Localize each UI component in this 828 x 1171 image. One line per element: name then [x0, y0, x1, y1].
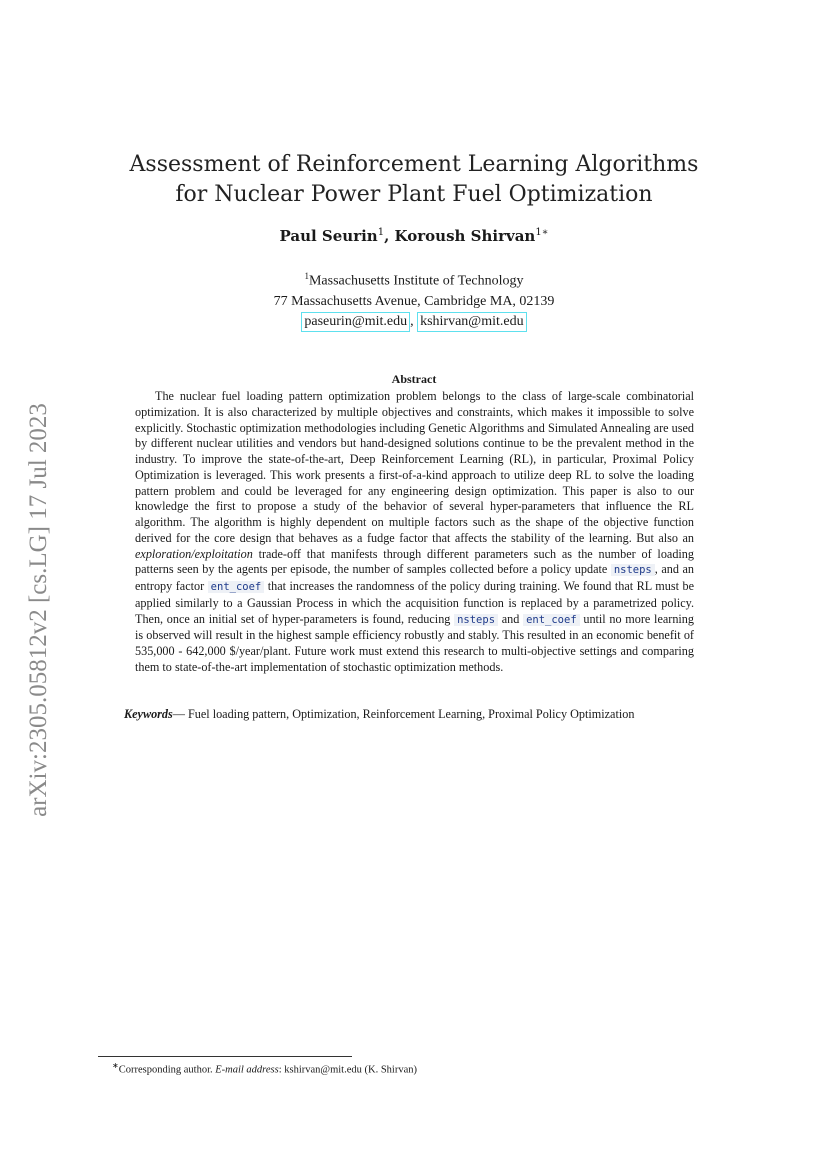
footnote-text: Corresponding author.: [118, 1064, 216, 1076]
affiliation-block: [0, 266, 828, 332]
author-separator: ,: [384, 227, 395, 245]
code-ent-coef: ent_coef: [523, 614, 580, 626]
arxiv-identifier: arXiv:2305.05812v2 [cs.LG] 17 Jul 2023: [25, 403, 52, 817]
keywords-label: Keywords: [124, 707, 173, 721]
code-nsteps: nsteps: [611, 564, 655, 576]
email-separator: ,: [410, 313, 418, 329]
email-link[interactable]: kshirvan@mit.edu: [417, 312, 527, 332]
abstract-text: trade-off that manifests through different parameters such as the number of loading patterns seen by the agents per episode, the number of samples collected before a policy update: [135, 546, 694, 577]
arxiv-sidebar: [18, 375, 60, 845]
footnote-text: : kshirvan@mit.edu (K. Shirvan): [278, 1064, 417, 1076]
abstract-text: and: [498, 611, 524, 626]
keywords-line: [124, 707, 744, 722]
author-affil-marker: 1∗: [535, 227, 549, 238]
abstract-text: that increases the randomness of the policy during training. We found that RL must be applied similarly to a Gaussian Process in which the acquisition function is replaced by a parametrized policy. Then, once an initial set of hyper-parameters is found, reducing: [135, 579, 694, 626]
abstract-emphasis: exploration/exploitation: [135, 546, 253, 561]
abstract-heading: Abstract: [391, 372, 437, 386]
email-link[interactable]: paseurin@mit.edu: [301, 312, 410, 332]
abstract-text: The nuclear fuel loading pattern optimization problem belongs to the class of large-scale combinatorial optimization. It is also characterized by multiple objectives and constraints, which makes it impossible to solve explicitly. Stochastic optimization methodologies including Genetic Algorithms and Simulated Annealing are used by different nuclear utilities and vendors but hand-designed solutions continue to be the prevalent method in the industry. To improve the state-of-the-art, Deep Reinforcement Learning (RL), in particular, Proximal Policy Optimization is leveraged. This work presents a first-of-a-kind approach to utilize deep RL to solve the loading pattern problem and could be leveraged for any engineering design optimization. This paper is also to our knowledge the first to propose a study of the behavior of several hyper-parameters that influence the RL algorithm. The algorithm is highly dependent on multiple factors such as the shape of the objective function derived for the core design that behaves as a fudge factor that affects the stability of the learning. But also an: [135, 389, 694, 545]
title-line-1: Assessment of Reinforcement Learning Algorithms: [129, 152, 699, 177]
author-name: Paul Seurin: [279, 227, 378, 245]
paper-title: [0, 150, 828, 210]
footnote-marker: ∗: [112, 1061, 119, 1070]
title-line-2: for Nuclear Power Plant Fuel Optimization: [175, 182, 653, 207]
footnote-rule: [98, 1056, 352, 1057]
institution-name: Massachusetts Institute of Technology: [308, 273, 524, 289]
footnote-label: E-mail address: [215, 1064, 279, 1076]
institution-address: 77 Massachusetts Avenue, Cambridge MA, 02139: [273, 293, 555, 309]
abstract-text: , and an entropy factor: [135, 562, 694, 593]
abstract-text: until no more learning is observed will result in the highest sample efficiency robustly and stably. This resulted in an economic benefit of 535,000 - 642,000 $/year/plant. Future work must extend this research to multi-objective settings and comparing them to state-of-the-art implementation of stochastic optimization methods.: [135, 611, 694, 674]
keywords-text: Fuel loading pattern, Optimization, Reinforcement Learning, Proximal Policy Optimization: [187, 707, 635, 721]
code-nsteps: nsteps: [454, 614, 498, 626]
email-list: [0, 312, 828, 332]
author-name: Koroush Shirvan: [394, 227, 536, 245]
affil-marker: 1: [304, 271, 309, 281]
footnote: [112, 1061, 712, 1076]
author-list: [0, 227, 828, 245]
abstract-body: [135, 389, 694, 676]
code-ent-coef: ent_coef: [208, 581, 265, 593]
author-affil-marker: 1: [377, 227, 385, 238]
keywords-dash: —: [172, 707, 188, 721]
institution: [0, 266, 828, 292]
